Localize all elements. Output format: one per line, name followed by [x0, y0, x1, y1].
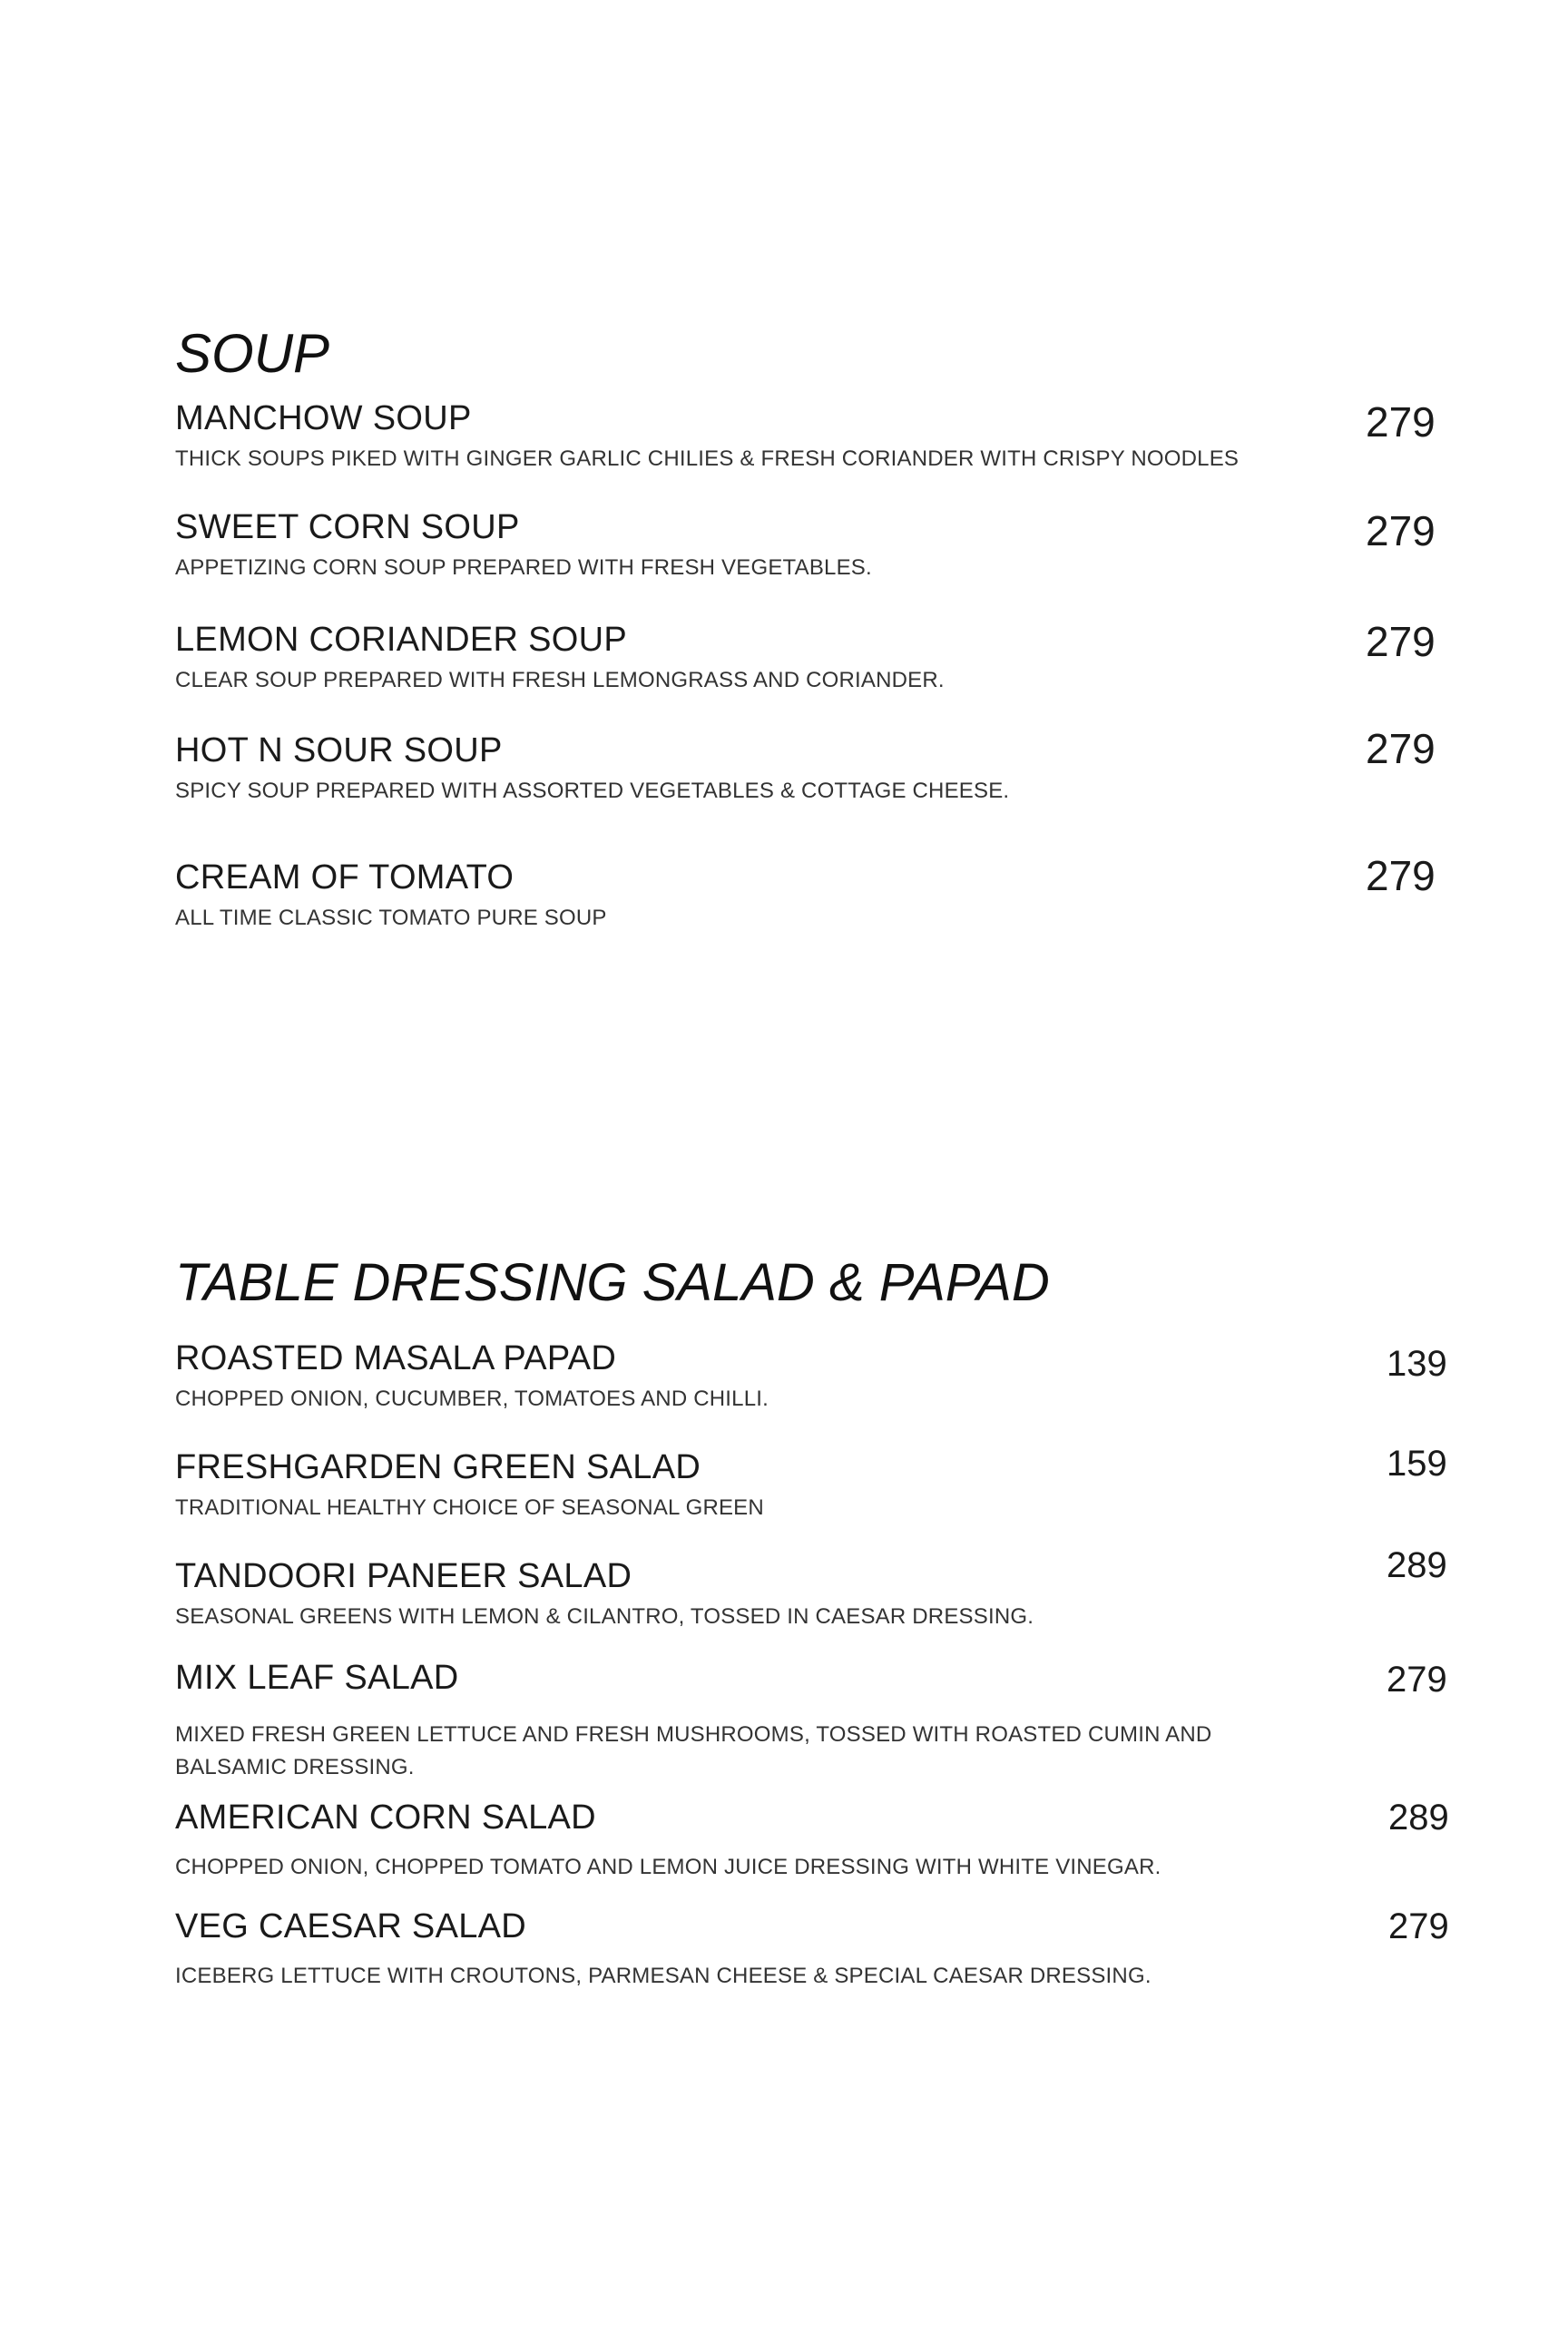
item-name: FRESHGARDEN GREEN SALAD — [175, 1448, 701, 1486]
item-description: SPICY SOUP PREPARED WITH ASSORTED VEGETABLES & COTTAGE CHEESE. — [175, 779, 1010, 803]
item-name: VEG CAESAR SALAD — [175, 1907, 527, 1945]
item-price: 279 — [1366, 852, 1436, 899]
section-title-salad-papad: TABLE DRESSING SALAD & PAPAD — [175, 1253, 1050, 1312]
menu-item-cream-of-tomato — [175, 857, 1491, 935]
item-name: LEMON CORIANDER SOUP — [175, 621, 627, 659]
item-price: 279 — [1366, 398, 1436, 446]
item-description: CHOPPED ONION, CUCUMBER, TOMATOES AND CHILLI. — [175, 1387, 769, 1411]
menu-item-roasted-masala-papad — [175, 1338, 1491, 1416]
item-price: 279 — [1366, 725, 1436, 772]
item-name: CREAM OF TOMATO — [175, 858, 514, 897]
item-description: SEASONAL GREENS WITH LEMON & CILANTRO, TOSSED IN CAESAR DRESSING. — [175, 1604, 1034, 1629]
item-price: 279 — [1366, 618, 1436, 665]
section-title-soup: SOUP — [175, 323, 330, 384]
item-price: 279 — [1366, 507, 1436, 554]
menu-item-freshgarden-green-salad — [175, 1446, 1491, 1524]
menu-item-tandoori-paneer-salad — [175, 1555, 1491, 1633]
item-price: 159 — [1387, 1444, 1447, 1484]
item-description: CLEAR SOUP PREPARED WITH FRESH LEMONGRASS AND CORIANDER. — [175, 668, 945, 692]
menu-item-mix-leaf-salad — [175, 1657, 1491, 1784]
item-description: MIXED FRESH GREEN LETTUCE AND FRESH MUSHROOMS, TOSSED WITH ROASTED CUMIN AND BALSAMIC DRESSING. — [175, 1722, 1212, 1779]
item-name: HOT N SOUR SOUP — [175, 731, 503, 769]
item-name: AMERICAN CORN SALAD — [175, 1798, 596, 1837]
menu-item-sweet-corn-soup — [175, 506, 1491, 584]
item-price: 289 — [1388, 1798, 1449, 1838]
item-price: 279 — [1387, 1660, 1447, 1700]
item-description: APPETIZING CORN SOUP PREPARED WITH FRESH VEGETABLES. — [175, 555, 872, 580]
item-name: ROASTED MASALA PAPAD — [175, 1339, 617, 1377]
item-price: 139 — [1387, 1344, 1447, 1384]
menu-item-veg-caesar-salad — [175, 1906, 1491, 1993]
item-description: ALL TIME CLASSIC TOMATO PURE SOUP — [175, 906, 607, 930]
item-price: 279 — [1388, 1906, 1449, 1946]
item-name: TANDOORI PANEER SALAD — [175, 1557, 632, 1595]
menu-item-lemon-coriander-soup — [175, 619, 1491, 697]
menu-item-hot-n-sour-soup — [175, 730, 1491, 808]
item-description: TRADITIONAL HEALTHY CHOICE OF SEASONAL GREEN — [175, 1495, 764, 1520]
item-name: SWEET CORN SOUP — [175, 508, 520, 546]
item-name: MIX LEAF SALAD — [175, 1659, 459, 1697]
item-description: ICEBERG LETTUCE WITH CROUTONS, PARMESAN CHEESE & SPECIAL CAESAR DRESSING. — [175, 1964, 1152, 1988]
item-price: 289 — [1387, 1545, 1447, 1585]
item-name: MANCHOW SOUP — [175, 399, 472, 437]
item-description: THICK SOUPS PIKED WITH GINGER GARLIC CHILIES & FRESH CORIANDER WITH CRISPY NOODLES — [175, 446, 1240, 471]
menu-item-manchow-soup — [175, 397, 1491, 475]
menu-item-american-corn-salad — [175, 1797, 1491, 1884]
item-description: CHOPPED ONION, CHOPPED TOMATO AND LEMON JUICE DRESSING WITH WHITE VINEGAR. — [175, 1855, 1161, 1879]
